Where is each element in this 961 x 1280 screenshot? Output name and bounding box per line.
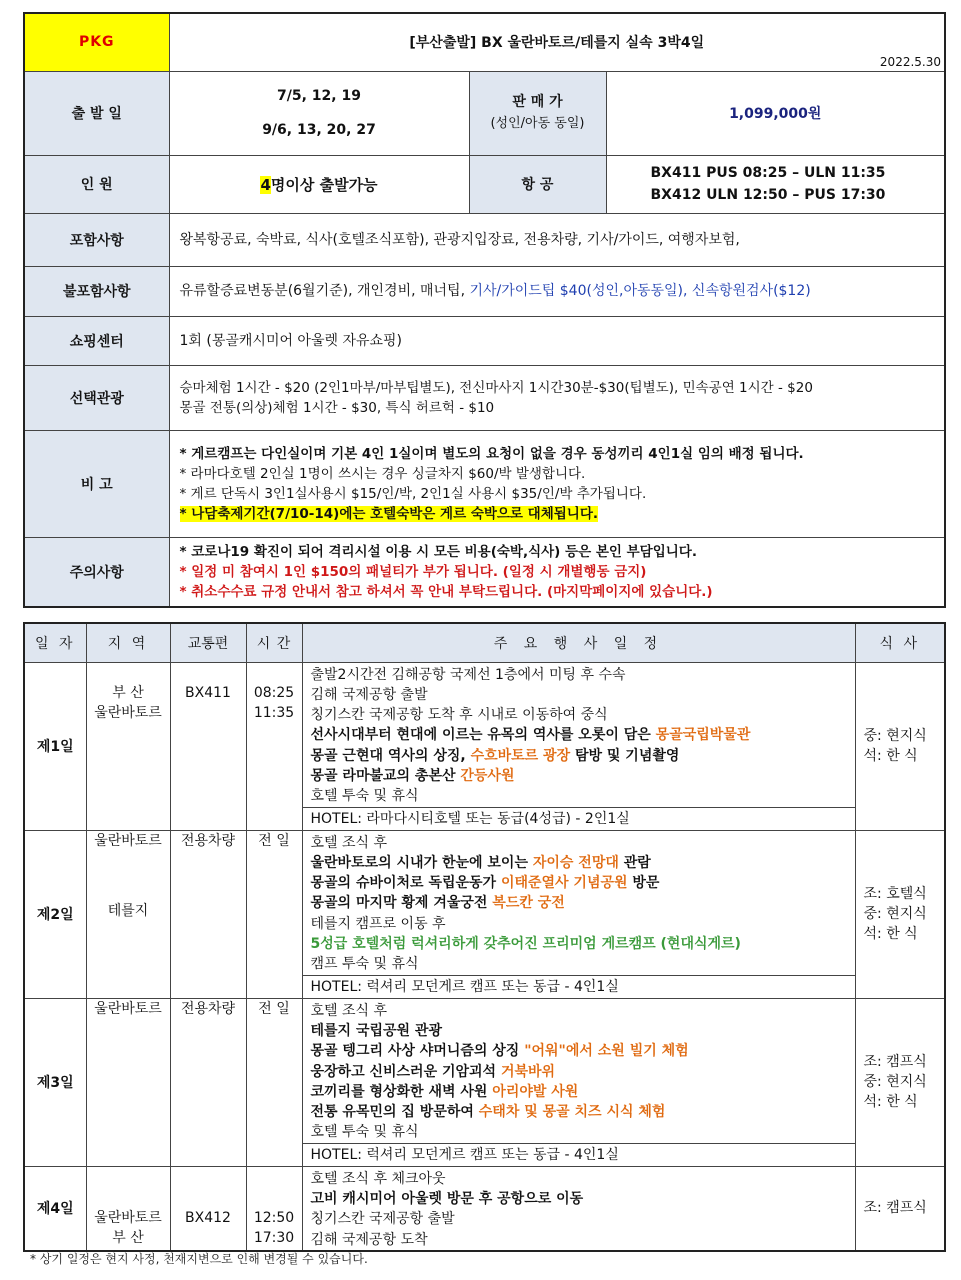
day1-schedule-line7: 호텔 투숙 및 휴식 — [310, 788, 419, 805]
day3-nomad-experience: 수태차 및 몽골 치즈 시식 체험 — [478, 1104, 666, 1121]
excludes-tips: 기사/가이드팁 $40(성인,아동동일), 신속항원검사($12) — [469, 283, 811, 299]
itinerary-row-day3 — [24, 998, 945, 1166]
day2-hotel: HOTEL: 럭셔리 모던게르 캠프 또는 동급 - 4인1실 — [303, 975, 855, 998]
people-label: 인 원 — [24, 155, 169, 213]
day3-meal-lunch: 중: 현지식 — [863, 1074, 927, 1091]
day2-memorial-park: 이태준열사 기념공원 — [500, 875, 628, 892]
day2-meal-dinner: 석: 한 식 — [863, 926, 918, 943]
flight-return: BX412 ULN 12:50 – PUS 17:30 — [650, 187, 886, 203]
departure-dates — [169, 71, 469, 155]
itinerary-row-day4 — [24, 1166, 945, 1251]
day1-meal-dinner: 석: 한 식 — [863, 748, 918, 765]
departure-dates-line1: 7/5, 12, 19 — [277, 88, 361, 104]
itinerary-table — [23, 622, 946, 1252]
day3-schedule-line1: 호텔 조식 후 — [310, 1002, 388, 1019]
day2-schedule-line2: 울란바토로의 시내가 한눈에 보이는 — [310, 854, 533, 871]
excludes-cell — [169, 266, 945, 316]
itinerary-row-day2 — [24, 830, 945, 998]
day1-time-arrive: 11:35 — [253, 704, 295, 721]
day3-meals — [855, 998, 945, 1166]
flight-outbound: BX411 PUS 08:25 – ULN 11:35 — [650, 165, 886, 181]
day2-meals — [855, 830, 945, 998]
day4-schedule-line1: 호텔 조식 후 체크아웃 — [310, 1170, 446, 1187]
day1-square: 수흐바토르 광장 — [470, 747, 571, 764]
day1-temple: 간등사원 — [460, 767, 515, 784]
day2-region-from: 울란바토르 — [94, 832, 162, 849]
day3-temple: 아리야발 사원 — [492, 1083, 579, 1100]
remarks-line2: * 라마다호텔 2인실 1명이 쓰시는 경우 싱글차지 $60/박 발생합니다. — [179, 465, 586, 482]
price-sub-label: (성인/아동 동일) — [490, 116, 585, 131]
day1-meals — [855, 662, 945, 830]
day1-time-depart: 08:25 — [253, 684, 295, 701]
departure-label: 출 발 일 — [24, 71, 169, 155]
day4-time — [246, 1166, 302, 1251]
excludes-label: 불포함사항 — [24, 266, 169, 316]
day3-transport: 전용차량 — [170, 998, 246, 1166]
people-count: 4 — [260, 175, 271, 194]
day1-schedule-line5: 몽골 근현대 역사의 상징, — [310, 747, 471, 764]
excludes-text: 유류할증료변동분(6월기준), 개인경비, 매너팁, — [179, 283, 470, 299]
day2-meal-breakfast: 조: 호텔식 — [863, 886, 927, 903]
day3-schedule-line4: 웅장하고 신비스러운 기암괴석 — [310, 1063, 501, 1080]
day3-schedule-line5: 코끼리를 형상화한 새벽 사원 — [310, 1083, 493, 1100]
tour-title: [부산출발] BX 울란바토르/테를지 실속 3박4일 — [409, 35, 705, 52]
day2-schedule-line3: 몽골의 슈바이처로 독립운동가 — [310, 875, 501, 892]
itinerary-header-time: 시 간 — [246, 623, 302, 662]
day1-region — [86, 662, 170, 830]
price-value: 1,099,000원 — [606, 71, 945, 155]
package-info-table — [23, 12, 946, 608]
cautions-line2: * 일정 미 참여시 1인 $150의 패널티가 부가 됩니다. (일정 시 개별행동 금지) — [179, 563, 647, 580]
day2-transport: 전용차량 — [170, 830, 246, 998]
day2-label: 제2일 — [24, 830, 86, 998]
cautions-cell — [169, 537, 945, 607]
remarks-line3: * 게르 단독시 3인1실사용시 $15/인/박, 2인1실 사용시 $35/인/박 추가됩니다. — [179, 485, 647, 502]
day4-schedule — [302, 1166, 855, 1251]
footnote: * 상기 일정은 현지 사정, 천재지변으로 인해 변경될 수 있습니다. — [30, 1252, 368, 1266]
day1-schedule-line6: 몽골 라마불교의 총본산 — [310, 767, 461, 784]
options-cell — [169, 365, 945, 430]
day2-schedule — [302, 830, 855, 998]
tour-title-cell — [169, 13, 945, 71]
day2-schedule-line1: 호텔 조식 후 — [310, 834, 388, 851]
day4-meals — [855, 1166, 945, 1251]
day1-region-to: 울란바토르 — [94, 704, 162, 721]
itinerary-header-day: 일 자 — [24, 623, 86, 662]
day1-time — [246, 662, 302, 830]
day1-schedule-line4: 선사시대부터 현대에 이르는 유목의 역사를 오롯이 담은 — [310, 727, 656, 744]
day3-schedule-line3: 몽골 텡그리 사상 샤머니즘의 상징 — [310, 1043, 525, 1060]
day2-schedule-line4: 몽골의 마지막 황제 겨울궁전 — [310, 895, 493, 912]
day1-schedule-line1: 출발2시간전 김해공항 국제선 1층에서 미팅 후 수속 — [310, 666, 626, 683]
day1-schedule-line2: 김해 국제공항 출발 — [310, 686, 428, 703]
shopping-text: 1회 (몽골캐시미어 아울렛 자유쇼핑) — [169, 316, 945, 365]
day4-label: 제4일 — [24, 1166, 86, 1251]
remarks-cell — [169, 430, 945, 537]
day1-schedule-line5-end: 탐방 및 기념촬영 — [570, 747, 680, 764]
options-line2: 몽골 전통(의상)체험 1시간 - $30, 특식 허르헉 - $10 — [179, 399, 495, 416]
day1-schedule-line3: 칭기스칸 국제공항 도착 후 시내로 이동하여 중식 — [310, 707, 608, 724]
day2-observatory: 자이승 전망대 — [532, 854, 619, 871]
day3-region: 울란바토르 — [86, 998, 170, 1166]
cautions-label: 주의사항 — [24, 537, 169, 607]
people-cell — [169, 155, 469, 213]
day2-time: 전 일 — [246, 830, 302, 998]
day3-schedule-line2: 테를지 국립공원 관광 — [310, 1022, 442, 1039]
day4-time-depart: 12:50 — [253, 1209, 295, 1226]
day3-meal-dinner: 석: 한 식 — [863, 1094, 918, 1111]
day3-meal-breakfast: 조: 캠프식 — [863, 1054, 927, 1071]
day3-turtle-rock: 거북바위 — [500, 1063, 556, 1080]
includes-label: 포함사항 — [24, 213, 169, 266]
day4-schedule-line2: 고비 캐시미어 아울렛 방문 후 공항으로 이동 — [310, 1191, 584, 1208]
includes-text: 왕복항공료, 숙박료, 식사(호텔조식포함), 관광지입장료, 전용차량, 기사/가이드, 여행자보험, — [169, 213, 945, 266]
itinerary-header-meals: 식 사 — [855, 623, 945, 662]
price-label: 판 매 가 — [512, 94, 563, 110]
day2-schedule-line6: 5성급 호텔처럼 럭셔리하게 갖추어진 프리미엄 게르캠프 (현대식게르) — [310, 936, 741, 953]
day3-hotel: HOTEL: 럭셔리 모던게르 캠프 또는 동급 - 4인1실 — [303, 1143, 855, 1166]
itinerary-header-transport: 교통편 — [170, 623, 246, 662]
day3-time: 전 일 — [246, 998, 302, 1166]
cautions-line1: * 코로나19 확진이 되어 격리시설 이용 시 모든 비용(숙박,식사) 등은 본인 부담입니다. — [179, 543, 697, 560]
day1-museum: 몽골국립박물관 — [655, 727, 751, 744]
options-line1: 승마체험 1시간 - $20 (2인1마부/마부팁별도), 전신마사지 1시간30분-$30(팁별도), 민속공연 1시간 - $20 — [179, 379, 813, 396]
itinerary-row-day1 — [24, 662, 945, 830]
flights-cell — [606, 155, 945, 213]
day1-region-from: 부 산 — [112, 684, 144, 701]
day1-transport: BX411 — [170, 662, 246, 830]
day2-region — [86, 830, 170, 998]
remarks-line1: * 게르캠프는 다인실이며 기본 4인 1실이며 별도의 요청이 없을 경우 동성끼리 4인1실 임의 배정 됩니다. — [179, 445, 804, 462]
day2-schedule-line5: 테를지 캠프로 이동 후 — [310, 915, 446, 932]
pkg-badge: PKG — [24, 13, 169, 71]
options-label: 선택관광 — [24, 365, 169, 430]
shopping-label: 쇼핑센터 — [24, 316, 169, 365]
people-text: 명이상 출발가능 — [270, 175, 378, 194]
day4-transport: BX412 — [170, 1166, 246, 1251]
day4-meal-breakfast: 조: 캠프식 — [863, 1200, 927, 1217]
day4-region-from: 울란바토르 — [94, 1209, 162, 1226]
day4-region-to: 부 산 — [112, 1229, 144, 1246]
itinerary-header-schedule: 주 요 행 사 일 정 — [302, 623, 855, 662]
day3-schedule-line7: 호텔 투숙 및 휴식 — [310, 1124, 419, 1141]
day2-schedule-line3-end: 방문 — [627, 875, 660, 892]
day2-palace: 복드칸 궁전 — [492, 895, 565, 912]
price-label-cell — [469, 71, 606, 155]
day3-ovoo: "어워"에서 소원 빌기 체험 — [524, 1043, 689, 1060]
day4-region — [86, 1166, 170, 1251]
day2-schedule-line7: 캠프 투숙 및 휴식 — [310, 956, 419, 973]
cautions-line3: * 취소수수료 규정 안내서 참고 하셔서 꼭 안내 부탁드립니다. (마지막페이지에 있습니다.) — [179, 583, 713, 600]
day3-schedule — [302, 998, 855, 1166]
remarks-label: 비 고 — [24, 430, 169, 537]
day1-label: 제1일 — [24, 662, 86, 830]
day4-schedule-line3: 칭기스칸 국제공항 출발 — [310, 1211, 455, 1228]
itinerary-header-region: 지 역 — [86, 623, 170, 662]
day4-schedule-line4: 김해 국제공항 도착 — [310, 1231, 428, 1248]
remarks-line4: * 나담축제기간(7/10-14)에는 호텔숙박은 게르 숙박으로 대체됩니다. — [179, 505, 599, 522]
day4-time-arrive: 17:30 — [253, 1229, 295, 1246]
document-date: 2022.5.30 — [879, 54, 941, 69]
day3-schedule-line6: 전통 유목민의 집 방문하여 — [310, 1104, 479, 1121]
day1-hotel: HOTEL: 라마다시티호텔 또는 동급(4성급) - 2인1실 — [303, 807, 855, 830]
day2-region-to: 테를지 — [107, 902, 149, 919]
departure-dates-line2: 9/6, 13, 20, 27 — [262, 122, 376, 138]
day3-label: 제3일 — [24, 998, 86, 1166]
day1-meal-lunch: 중: 현지식 — [863, 728, 927, 745]
day1-schedule — [302, 662, 855, 830]
airline-label: 항 공 — [469, 155, 606, 213]
day2-meal-lunch: 중: 현지식 — [863, 906, 927, 923]
day2-schedule-line2-end: 관람 — [618, 854, 651, 871]
